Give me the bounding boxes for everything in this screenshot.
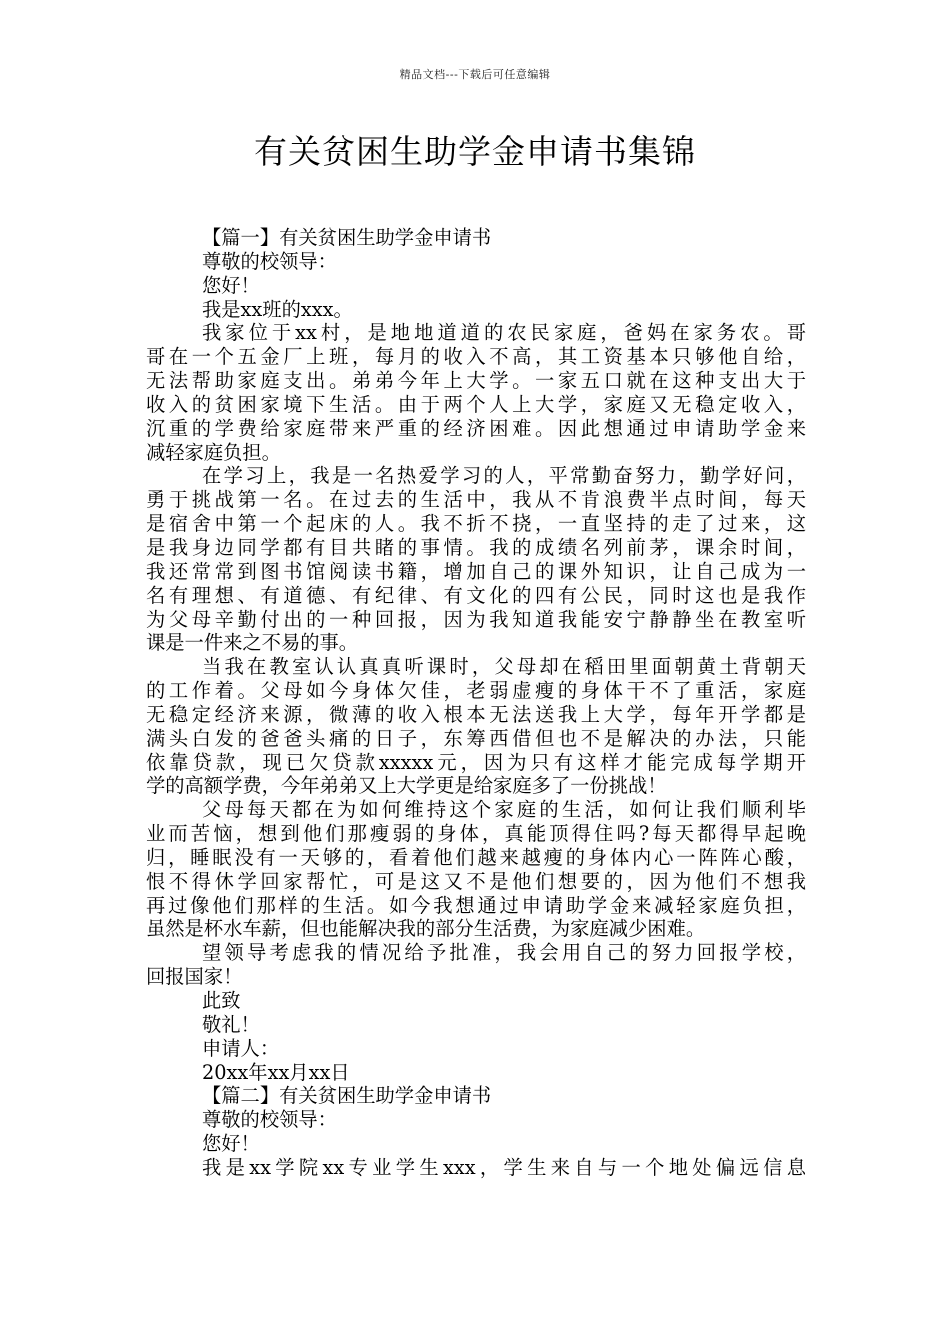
document-body <box>146 226 806 1180</box>
applicant-label: 申请人： <box>202 1036 280 1060</box>
paragraph-line: 当我在教室认认真真听课时，父母却在稻田里面朝黄土背朝天 <box>202 655 806 679</box>
intro-line: 我是xx班的xxx。 <box>202 297 353 321</box>
paragraph-line: 是宿舍中第一个起床的人。我不折不挠，一直坚持的走了过来，这 <box>146 512 806 536</box>
paragraph-line: 望领导考虑我的情况给予批准，我会用自己的努力回报学校， <box>202 941 806 965</box>
section-heading: 【篇二】有关贫困生助学金申请书 <box>202 1084 492 1108</box>
paragraph-line: 我还常常到图书馆阅读书籍，增加自己的课外知识，让自己成为一 <box>146 559 806 583</box>
closing-line: 敬礼！ <box>202 1012 260 1036</box>
paragraph-line: 勇于挑战第一名。在过去的生活中，我从不肯浪费半点时间，每天 <box>146 488 806 512</box>
paragraph-line: 回报国家！ <box>146 965 243 989</box>
paragraph-line: 虽然是杯水车薪，但也能解决我的部分生活费，为家庭减少困难。 <box>146 917 706 941</box>
closing-line: 此致 <box>202 989 241 1012</box>
paragraph-line: 依靠贷款，现已欠贷款xxxxx元，因为只有这样才能完成每学期开 <box>146 750 806 774</box>
paragraph-line: 无法帮助家庭支出。弟弟今年上大学。一家五口就在这种支出大于 <box>146 369 806 393</box>
greeting: 您好！ <box>202 1132 260 1156</box>
paragraph-line: 业而苦恼，想到他们那瘦弱的身体，真能顶得住吗?每天都得早起晚 <box>146 822 806 846</box>
document-title: 有关贫困生助学金申请书集锦 <box>254 132 696 171</box>
paragraph-line: 名有理想、有道德、有纪律、有文化的四有公民，同时这也是我作 <box>146 583 806 607</box>
paragraph-line: 的工作着。父母如今身体欠佳，老弱虚瘦的身体干不了重活，家庭 <box>146 679 806 703</box>
paragraph-line: 无稳定经济来源，微薄的收入根本无法送我上大学，每年开学都是 <box>146 702 806 726</box>
paragraph-line: 为父母辛勤付出的一种回报，因为我知道我能安宁静静坐在教室听 <box>146 607 806 631</box>
paragraph-line: 父母每天都在为如何维持这个家庭的生活，如何让我们顺利毕 <box>202 798 806 822</box>
paragraph-line: 收入的贫困家境下生活。由于两个人上大学，家庭又无稳定收入， <box>146 392 806 416</box>
paragraph-line: 满头白发的爸爸头痛的日子，东筹西借但也不是解决的办法，只能 <box>146 726 806 750</box>
paragraph-line: 恨不得休学回家帮忙，可是这又不是他们想要的，因为他们不想我 <box>146 869 806 893</box>
paragraph-line: 减轻家庭负担。 <box>146 440 281 464</box>
paragraph-line: 我是xx学院xx专业学生xxx，学生来自与一个地处偏远信息 <box>202 1155 806 1179</box>
greeting: 您好！ <box>202 273 260 297</box>
paragraph-line: 课是一件来之不易的事。 <box>146 631 359 655</box>
paragraph-line: 我家位于xx村，是地地道道的农民家庭，爸妈在家务农。哥 <box>202 321 806 345</box>
header-note: 精品文档---下载后可任意编辑 <box>399 68 551 81</box>
salutation: 尊敬的校领导： <box>202 249 337 273</box>
section-heading: 【篇一】有关贫困生助学金申请书 <box>202 226 492 249</box>
paragraph-line: 哥在一个五金厂上班，每月的收入不高，其工资基本只够他自给， <box>146 345 806 369</box>
paragraph-line: 学的高额学费，今年弟弟又上大学更是给家庭多了一份挑战！ <box>146 774 667 798</box>
paragraph-line: 在学习上，我是一名热爱学习的人，平常勤奋努力，勤学好问， <box>202 464 806 488</box>
salutation: 尊敬的校领导： <box>202 1108 337 1132</box>
paragraph-line: 再过像他们那样的生活。如今我想通过申请助学金来减轻家庭负担， <box>146 893 806 917</box>
paragraph-line: 沉重的学费给家庭带来严重的经济困难。因此想通过申请助学金来 <box>146 416 806 440</box>
date-line: 20xx年xx月xx日 <box>202 1060 350 1084</box>
paragraph-line: 是我身边同学都有目共睹的事情。我的成绩名列前茅，课余时间， <box>146 535 806 559</box>
paragraph-line: 归，睡眠没有一天够的，看着他们越来越瘦的身体内心一阵阵心酸， <box>146 845 806 869</box>
